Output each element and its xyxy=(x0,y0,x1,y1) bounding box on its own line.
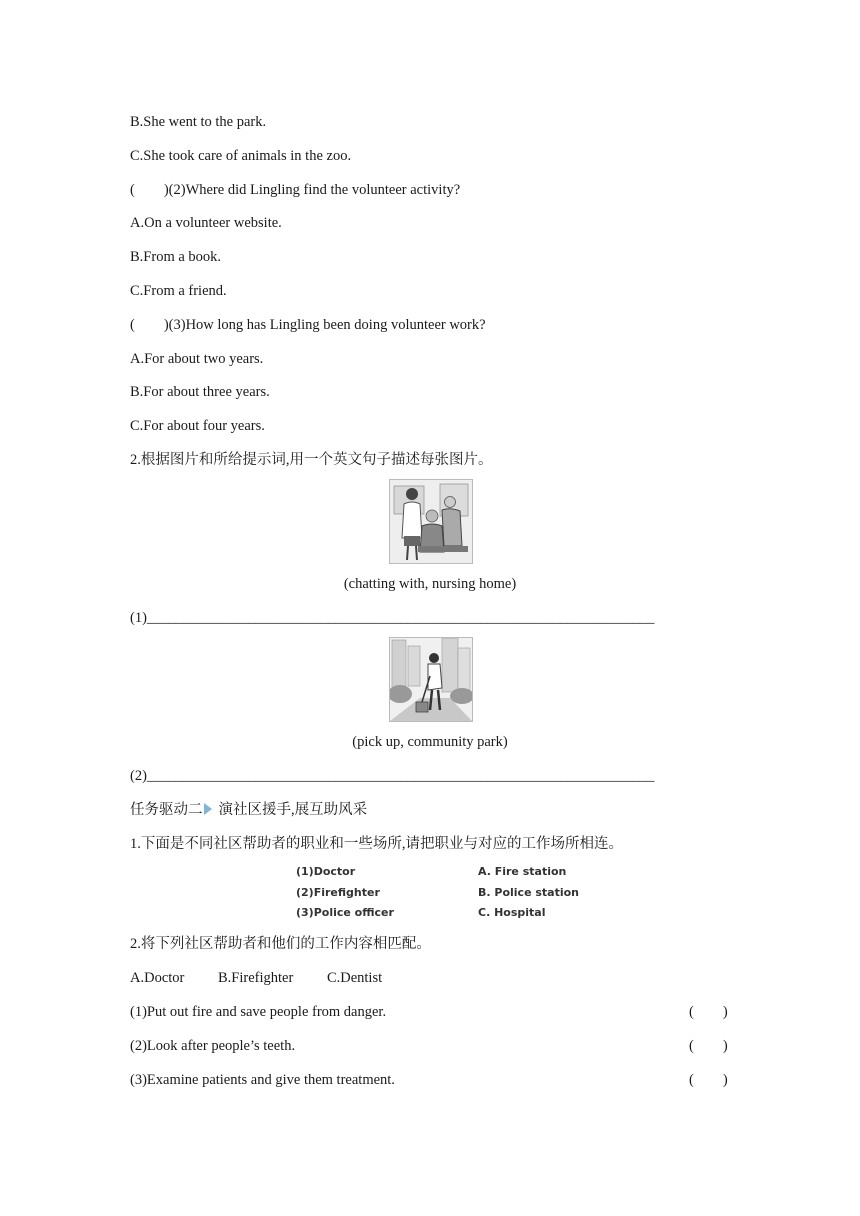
matching1-instruction: 1.下面是不同社区帮助者的职业和一些场所,请把职业与对应的工作场所相连。 xyxy=(130,836,623,852)
matching2-item-2: (2)Look after people’s teeth. xyxy=(130,1038,296,1054)
occupation-firefighter[interactable]: (2)Firefighter xyxy=(296,885,380,899)
occupation-doctor[interactable]: (1)Doctor xyxy=(296,865,356,878)
task2-title: 演社区援手,展互助风采 xyxy=(218,802,368,818)
q3-option-a: A.For about two years. xyxy=(130,351,264,367)
answer-paren-1[interactable]: ( ) xyxy=(689,1004,728,1020)
picture-community-park xyxy=(389,637,473,722)
choice-dentist: C.Dentist xyxy=(326,970,383,986)
occupation-police-officer[interactable]: (3)Police officer xyxy=(296,906,394,919)
choice-doctor: A.Doctor xyxy=(130,970,185,986)
choice-firefighter: B.Firefighter xyxy=(218,970,294,986)
answer-paren-2[interactable]: ( ) xyxy=(689,1038,728,1054)
q2-stem: ( )(2)Where did Lingling find the volunteer activity? xyxy=(130,182,461,198)
q1-option-b: B.She went to the park. xyxy=(130,114,267,130)
place-police-station[interactable]: B. Police station xyxy=(478,885,580,899)
triangle-marker-icon xyxy=(204,803,212,815)
q3-option-b: B.For about three years. xyxy=(130,384,270,400)
q2-option-c: C.From a friend. xyxy=(130,283,227,299)
place-hospital[interactable]: C. Hospital xyxy=(478,906,546,919)
answer-line-2[interactable]: (2)______________________________________________________________________ xyxy=(130,768,655,784)
answer-line-1[interactable]: (1)______________________________________________________________________ xyxy=(130,610,655,626)
place-fire-station[interactable]: A. Fire station xyxy=(478,865,567,878)
matching2-item-3: (3)Examine patients and give them treatment. xyxy=(130,1072,395,1088)
matching2-item-1: (1)Put out fire and save people from danger. xyxy=(130,1004,387,1020)
part2-instruction: 2.根据图片和所给提示词,用一个英文句子描述每张图片。 xyxy=(130,452,493,468)
matching2-instruction: 2.将下列社区帮助者和他们的工作内容相匹配。 xyxy=(130,936,431,952)
q3-option-c: C.For about four years. xyxy=(130,418,265,434)
task2-label: 任务驱动二 xyxy=(130,802,203,818)
matching2-choices xyxy=(130,969,412,987)
picture-nursing-home xyxy=(389,479,473,564)
task2-heading xyxy=(130,801,367,819)
q3-stem: ( )(3)How long has Lingling been doing volunteer work? xyxy=(130,317,486,333)
hint-2: (pick up, community park) xyxy=(352,734,508,750)
answer-paren-3[interactable]: ( ) xyxy=(689,1072,728,1088)
q2-option-b: B.From a book. xyxy=(130,249,222,265)
hint-1: (chatting with, nursing home) xyxy=(343,576,517,592)
q1-option-c: C.She took care of animals in the zoo. xyxy=(130,148,352,164)
q2-option-a: A.On a volunteer website. xyxy=(130,215,282,231)
